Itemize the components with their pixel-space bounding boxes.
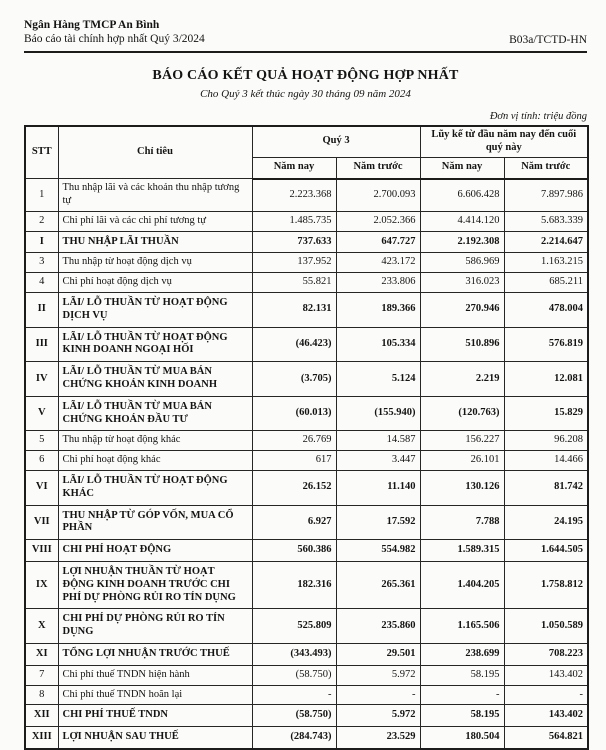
cell-qtr-prior: 233.806 xyxy=(336,273,420,293)
table-row xyxy=(25,362,588,397)
cell-qtr-current: 6.927 xyxy=(252,505,336,540)
cell-qtr-current: 560.386 xyxy=(252,540,336,562)
row-stt: 2 xyxy=(25,211,58,231)
row-label: Chi phí hoạt động dịch vụ xyxy=(58,273,252,293)
cell-qtr-prior: 265.361 xyxy=(336,561,420,608)
row-label: LỢI NHUẬN THUẦN TỪ HOẠT ĐỘNG KINH DOANH TRƯỚC CHI PHÍ DỰ PHÒNG RỦI RO TÍN DỤNG xyxy=(58,561,252,608)
cell-qtr-prior: 189.366 xyxy=(336,293,420,328)
cell-qtr-prior: 17.592 xyxy=(336,505,420,540)
cell-ytd-prior: 143.402 xyxy=(504,705,588,727)
table-row xyxy=(25,505,588,540)
cell-qtr-current: (46.423) xyxy=(252,327,336,362)
cell-ytd-current: 1.404.205 xyxy=(420,561,504,608)
cell-qtr-current: (58.750) xyxy=(252,705,336,727)
cell-qtr-current: 55.821 xyxy=(252,273,336,293)
row-label: Chi phí thuế TNDN hiện hành xyxy=(58,665,252,685)
cell-qtr-current: 137.952 xyxy=(252,253,336,273)
cell-qtr-prior: 423.172 xyxy=(336,253,420,273)
row-stt: 4 xyxy=(25,273,58,293)
row-label: THU NHẬP LÃI THUẦN xyxy=(58,231,252,253)
cell-qtr-prior: 235.860 xyxy=(336,609,420,644)
report-subtitle: Cho Quý 3 kết thúc ngày 30 tháng 09 năm 2024 xyxy=(200,87,411,100)
cell-ytd-prior: 1.163.215 xyxy=(504,253,588,273)
cell-ytd-current: 1.165.506 xyxy=(420,609,504,644)
cell-ytd-prior: - xyxy=(504,685,588,705)
cell-qtr-prior: 2.700.093 xyxy=(336,179,420,212)
cell-ytd-current: 58.195 xyxy=(420,665,504,685)
col-header-stt: STT xyxy=(25,126,58,179)
table-row xyxy=(25,609,588,644)
row-stt: 1 xyxy=(25,179,58,212)
table-row xyxy=(25,540,588,562)
cell-ytd-prior: 15.829 xyxy=(504,396,588,431)
row-label: Chi phí hoạt động khác xyxy=(58,451,252,471)
cell-qtr-prior: 2.052.366 xyxy=(336,211,420,231)
row-label: Thu nhập lãi và các khoản thu nhập tương tự xyxy=(58,179,252,212)
cell-ytd-current: 2.192.308 xyxy=(420,231,504,253)
cell-qtr-prior: 5.972 xyxy=(336,665,420,685)
cell-qtr-current: 182.316 xyxy=(252,561,336,608)
cell-qtr-prior: 14.587 xyxy=(336,431,420,451)
cell-ytd-prior: 2.214.647 xyxy=(504,231,588,253)
table-row xyxy=(25,685,588,705)
table-row xyxy=(25,327,588,362)
cell-ytd-prior: 1.050.589 xyxy=(504,609,588,644)
form-code: B03a/TCTD-HN xyxy=(509,33,587,46)
table-row xyxy=(25,253,588,273)
col-group-quarter: Quý 3 xyxy=(252,126,420,158)
table-row xyxy=(25,231,588,253)
cell-ytd-current: 7.788 xyxy=(420,505,504,540)
row-stt: 6 xyxy=(25,451,58,471)
table-row xyxy=(25,396,588,431)
cell-ytd-prior: 685.211 xyxy=(504,273,588,293)
row-stt: 8 xyxy=(25,685,58,705)
report-title: BÁO CÁO KẾT QUẢ HOẠT ĐỘNG HỢP NHẤT xyxy=(152,67,459,83)
cell-ytd-current: 510.896 xyxy=(420,327,504,362)
cell-ytd-prior: 143.402 xyxy=(504,665,588,685)
cell-qtr-prior: 5.972 xyxy=(336,705,420,727)
table-row xyxy=(25,273,588,293)
col-header-ytd-prior: Năm trước xyxy=(504,157,588,179)
cell-ytd-prior: 1.758.812 xyxy=(504,561,588,608)
row-stt: III xyxy=(25,327,58,362)
table-row xyxy=(25,471,588,506)
cell-qtr-prior: 105.334 xyxy=(336,327,420,362)
row-label: Thu nhập từ hoạt động khác xyxy=(58,431,252,451)
table-row xyxy=(25,451,588,471)
cell-qtr-prior: 3.447 xyxy=(336,451,420,471)
cell-ytd-current: - xyxy=(420,685,504,705)
row-label: TỔNG LỢI NHUẬN TRƯỚC THUẾ xyxy=(58,643,252,665)
row-label: LÃI/ LỖ THUẦN TỪ MUA BÁN CHỨNG KHOÁN KINH DOANH xyxy=(58,362,252,397)
col-header-criteria: Chỉ tiêu xyxy=(58,126,252,179)
row-stt: 3 xyxy=(25,253,58,273)
table-row xyxy=(25,727,588,749)
document-header xyxy=(24,18,587,47)
cell-qtr-prior: 29.501 xyxy=(336,643,420,665)
cell-ytd-current: 180.504 xyxy=(420,727,504,749)
cell-qtr-current: 26.152 xyxy=(252,471,336,506)
row-label: Chi phí thuế TNDN hoãn lại xyxy=(58,685,252,705)
cell-ytd-prior: 1.644.505 xyxy=(504,540,588,562)
income-statement-table xyxy=(24,125,589,750)
cell-ytd-current: 1.589.315 xyxy=(420,540,504,562)
table-row xyxy=(25,431,588,451)
row-label: LỢI NHUẬN SAU THUẾ xyxy=(58,727,252,749)
unit-note: Đơn vị tính: triệu đồng xyxy=(489,110,587,122)
col-header-qtr-prior: Năm trước xyxy=(336,157,420,179)
document-header-left xyxy=(24,18,205,47)
cell-ytd-prior: 96.208 xyxy=(504,431,588,451)
table-row xyxy=(25,179,588,212)
cell-qtr-current: 2.223.368 xyxy=(252,179,336,212)
cell-qtr-current: (60.013) xyxy=(252,396,336,431)
cell-ytd-current: 586.969 xyxy=(420,253,504,273)
row-label: LÃI/ LỖ THUẦN TỪ HOẠT ĐỘNG DỊCH VỤ xyxy=(58,293,252,328)
company-name: Ngân Hàng TMCP An Bình xyxy=(24,19,160,31)
row-stt: XI xyxy=(25,643,58,665)
cell-qtr-prior: 11.140 xyxy=(336,471,420,506)
header-divider xyxy=(24,51,587,53)
cell-ytd-prior: 7.897.986 xyxy=(504,179,588,212)
cell-ytd-prior: 708.223 xyxy=(504,643,588,665)
cell-ytd-current: 6.606.428 xyxy=(420,179,504,212)
cell-ytd-current: 2.219 xyxy=(420,362,504,397)
cell-qtr-current: (58.750) xyxy=(252,665,336,685)
row-stt: XII xyxy=(25,705,58,727)
cell-qtr-current: (284.743) xyxy=(252,727,336,749)
cell-ytd-current: 58.195 xyxy=(420,705,504,727)
table-body xyxy=(25,179,588,749)
cell-qtr-prior: 554.982 xyxy=(336,540,420,562)
row-stt: 5 xyxy=(25,431,58,451)
cell-ytd-prior: 576.819 xyxy=(504,327,588,362)
row-stt: VI xyxy=(25,471,58,506)
cell-ytd-current: 156.227 xyxy=(420,431,504,451)
row-label: THU NHẬP TỪ GÓP VỐN, MUA CỔ PHẦN xyxy=(58,505,252,540)
report-description: Báo cáo tài chính hợp nhất Quý 3/2024 xyxy=(24,33,205,46)
cell-qtr-current: - xyxy=(252,685,336,705)
row-label: LÃI/ LỖ THUẦN TỪ HOẠT ĐỘNG KHÁC xyxy=(58,471,252,506)
cell-ytd-prior: 24.195 xyxy=(504,505,588,540)
cell-qtr-prior: (155.940) xyxy=(336,396,420,431)
cell-qtr-prior: 5.124 xyxy=(336,362,420,397)
row-stt: V xyxy=(25,396,58,431)
table-header-row-groups xyxy=(25,126,588,158)
row-label: LÃI/ LỖ THUẦN TỪ MUA BÁN CHỨNG KHOÁN ĐẦU TƯ xyxy=(58,396,252,431)
table-row xyxy=(25,293,588,328)
table-row xyxy=(25,643,588,665)
cell-ytd-current: 130.126 xyxy=(420,471,504,506)
cell-ytd-current: 4.414.120 xyxy=(420,211,504,231)
cell-qtr-prior: 647.727 xyxy=(336,231,420,253)
row-stt: VII xyxy=(25,505,58,540)
table-head xyxy=(25,126,588,179)
row-stt: X xyxy=(25,609,58,644)
row-label: CHI PHÍ DỰ PHÒNG RỦI RO TÍN DỤNG xyxy=(58,609,252,644)
row-label: Thu nhập từ hoạt động dịch vụ xyxy=(58,253,252,273)
cell-ytd-current: (120.763) xyxy=(420,396,504,431)
cell-ytd-current: 270.946 xyxy=(420,293,504,328)
row-stt: II xyxy=(25,293,58,328)
row-stt: 7 xyxy=(25,665,58,685)
cell-ytd-prior: 81.742 xyxy=(504,471,588,506)
cell-ytd-current: 316.023 xyxy=(420,273,504,293)
row-stt: IX xyxy=(25,561,58,608)
cell-ytd-prior: 478.004 xyxy=(504,293,588,328)
cell-ytd-current: 26.101 xyxy=(420,451,504,471)
cell-qtr-current: 737.633 xyxy=(252,231,336,253)
row-stt: IV xyxy=(25,362,58,397)
table-row xyxy=(25,561,588,608)
cell-qtr-current: 525.809 xyxy=(252,609,336,644)
table-row xyxy=(25,665,588,685)
table-row xyxy=(25,211,588,231)
row-label: LÃI/ LỖ THUẦN TỪ HOẠT ĐỘNG KINH DOANH NGOẠI HỐI xyxy=(58,327,252,362)
cell-qtr-current: (3.705) xyxy=(252,362,336,397)
row-label: Chi phí lãi và các chi phí tương tự xyxy=(58,211,252,231)
cell-qtr-current: 1.485.735 xyxy=(252,211,336,231)
row-label: CHI PHÍ HOẠT ĐỘNG xyxy=(58,540,252,562)
cell-qtr-current: (343.493) xyxy=(252,643,336,665)
col-header-qtr-current: Năm nay xyxy=(252,157,336,179)
cell-ytd-prior: 5.683.339 xyxy=(504,211,588,231)
col-group-ytd: Lũy kế từ đầu năm nay đến cuối quý này xyxy=(420,126,588,158)
row-stt: XIII xyxy=(25,727,58,749)
cell-ytd-prior: 12.081 xyxy=(504,362,588,397)
cell-ytd-prior: 564.821 xyxy=(504,727,588,749)
cell-qtr-prior: - xyxy=(336,685,420,705)
cell-qtr-current: 26.769 xyxy=(252,431,336,451)
cell-qtr-current: 617 xyxy=(252,451,336,471)
row-stt: VIII xyxy=(25,540,58,562)
cell-qtr-current: 82.131 xyxy=(252,293,336,328)
cell-ytd-prior: 14.466 xyxy=(504,451,588,471)
cell-ytd-current: 238.699 xyxy=(420,643,504,665)
cell-qtr-prior: 23.529 xyxy=(336,727,420,749)
col-header-ytd-current: Năm nay xyxy=(420,157,504,179)
row-stt: I xyxy=(25,231,58,253)
row-label: CHI PHÍ THUẾ TNDN xyxy=(58,705,252,727)
